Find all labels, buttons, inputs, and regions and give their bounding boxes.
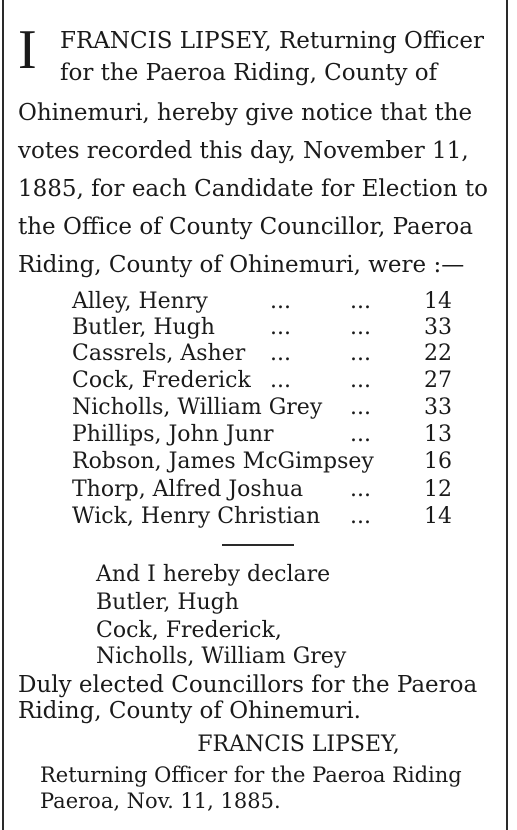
candidate-votes: 14 [424,504,452,529]
leader-dots: ... [350,289,371,314]
intro-line: FRANCIS LIPSEY, Returning Officer [60,28,485,54]
candidate-row [72,394,472,422]
declare-line: And I hereby declare [96,562,331,587]
candidate-row [72,314,472,342]
leader-dots: ... [350,341,371,366]
candidate-name: Wick, Henry Christian [72,504,321,529]
intro-line: the Office of County Councillor, Paeroa [18,214,473,240]
drop-cap: I [18,19,37,81]
leader-dots: ... [270,368,291,393]
candidate-votes: 12 [424,477,452,502]
leader-dots: ... [270,315,291,340]
candidate-name: Phillips, John Junr [72,422,274,447]
signature-title: Returning Officer for the Paeroa Riding [40,763,462,787]
leader-dots: ... [350,368,371,393]
candidate-row [72,421,472,449]
leader-dots: ... [350,422,371,447]
intro-line: for the Paeroa Riding, County of [60,60,438,86]
elected-name: Butler, Hugh [96,590,239,615]
intro-line: Ohinemuri, hereby give notice that the [18,100,473,126]
candidate-votes: 16 [424,449,452,474]
place-date: Paeroa, Nov. 11, 1885. [40,789,281,813]
candidate-row [72,367,472,395]
signature-name: FRANCIS LIPSEY, [197,732,400,757]
intro-line: votes recorded this day, November 11, [18,138,469,164]
candidate-votes: 27 [424,368,452,393]
candidate-name: Butler, Hugh [72,315,215,340]
leader-dots: ... [270,289,291,314]
candidate-name: Nicholls, William Grey [72,395,323,420]
right-column-rule [506,0,508,830]
intro-line: Riding, County of Ohinemuri, were :— [18,252,465,278]
elected-name: Cock, Frederick, [96,618,282,643]
candidate-row [72,448,472,476]
candidate-votes: 33 [424,315,452,340]
candidate-votes: 13 [424,422,452,447]
leader-dots: ... [350,504,371,529]
left-column-rule [2,0,4,830]
candidate-row [72,503,472,531]
candidate-name: Cock, Frederick [72,368,251,393]
intro-line: 1885, for each Candidate for Election to [18,176,488,202]
candidate-row [72,288,472,316]
candidate-name: Thorp, Alfred Joshua [72,477,304,502]
leader-dots: ... [350,315,371,340]
closing-line: Duly elected Councillors for the Paeroa [18,672,478,698]
leader-dots: ... [270,341,291,366]
candidate-name: Alley, Henry [72,289,208,314]
candidate-name: Robson, James McGimpsey [72,449,374,474]
leader-dots: ... [350,477,371,502]
section-divider [222,544,294,546]
elected-name: Nicholls, William Grey [96,644,347,669]
candidate-votes: 33 [424,395,452,420]
candidate-name: Cassrels, Asher [72,341,246,366]
candidate-row [72,340,472,368]
closing-line: Riding, County of Ohinemuri. [18,698,361,724]
leader-dots: ... [350,395,371,420]
candidate-votes: 22 [424,341,452,366]
candidate-votes: 14 [424,289,452,314]
candidate-row [72,476,472,504]
